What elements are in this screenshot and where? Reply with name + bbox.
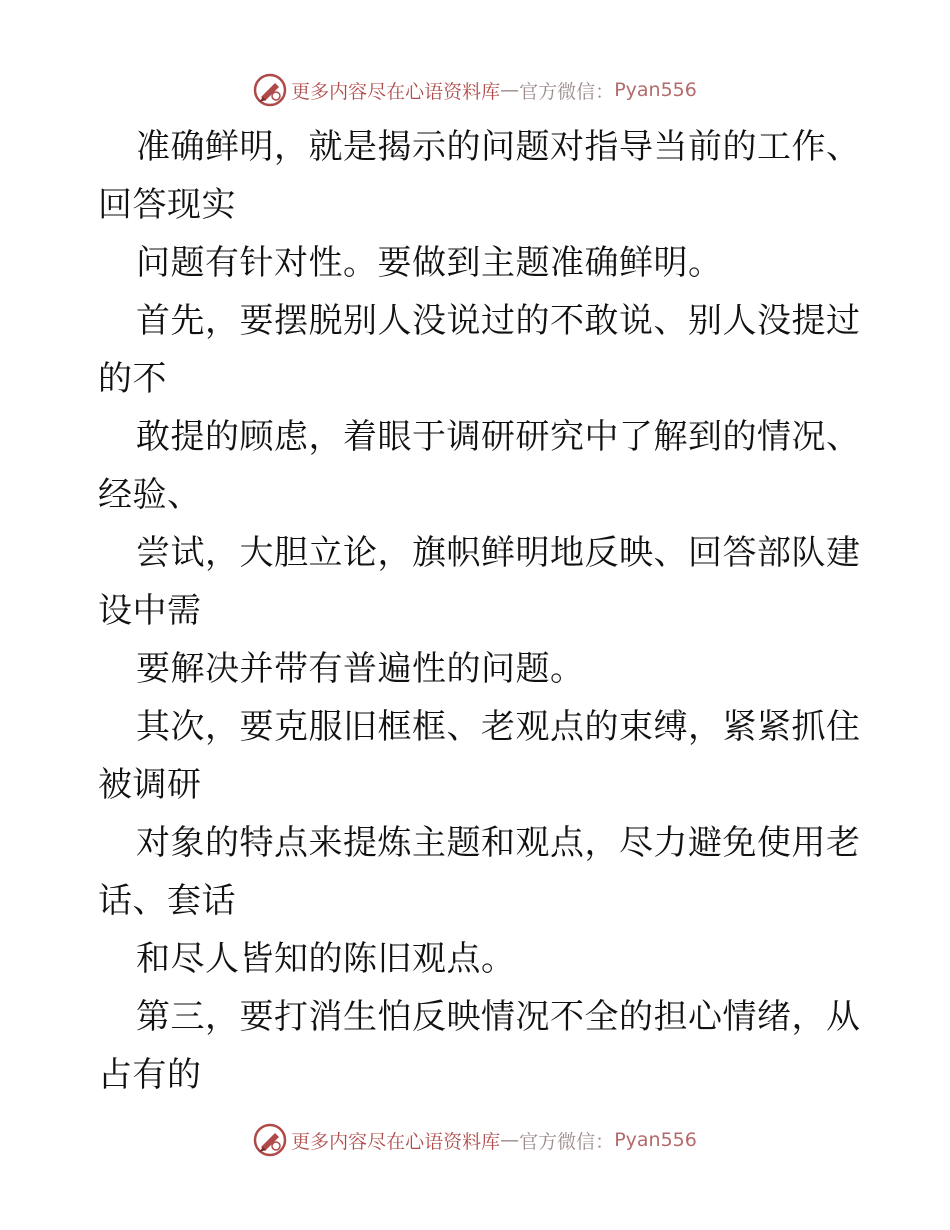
body-line: 经验、 [98, 475, 202, 515]
body-line: 对象的特点来提炼主题和观点，尽力避免使用老 [136, 823, 861, 863]
body-line: 和尽人皆知的陈旧观点。 [136, 939, 516, 979]
banner-dash: — [500, 79, 520, 101]
body-line: 准确鲜明，就是揭示的问题对指导当前的工作、 [136, 127, 861, 167]
body-line: 其次，要克服旧框框、老观点的束缚，紧紧抓住 [136, 707, 861, 747]
body-line: 问题有针对性。要做到主题准确鲜明。 [136, 243, 723, 283]
banner-contact-id: Pyan556 [614, 79, 697, 101]
body-line: 占有的 [98, 1055, 202, 1095]
banner-contact-label: 官方微信： [519, 1130, 615, 1153]
pen-seal-logo-icon [253, 73, 287, 107]
body-line: 被调研 [98, 765, 202, 805]
body-line: 话、套话 [98, 881, 236, 921]
header-banner [0, 70, 950, 110]
body-line: 回答现实 [98, 185, 236, 225]
body-line: 要解决并带有普遍性的问题。 [136, 649, 585, 689]
document-body [98, 118, 861, 1104]
pen-seal-logo-icon [253, 1123, 287, 1157]
body-line: 尝试，大胆立论，旗帜鲜明地反映、回答部队建 [136, 533, 861, 573]
body-line: 第三，要打消生怕反映情况不全的担心情绪，从 [136, 997, 861, 1037]
body-line: 设中需 [98, 591, 202, 631]
banner-title: 更多内容尽在心语资料库 [291, 80, 501, 103]
body-line: 的不 [98, 359, 167, 399]
banner-contact-label: 官方微信： [519, 80, 615, 103]
banner-title: 更多内容尽在心语资料库 [291, 1130, 501, 1153]
banner-contact-id: Pyan556 [614, 1129, 697, 1151]
banner-dash: — [500, 1129, 520, 1151]
footer-banner [0, 1120, 950, 1160]
body-line: 首先，要摆脱别人没说过的不敢说、别人没提过 [136, 301, 861, 341]
body-line: 敢提的顾虑，着眼于调研研究中了解到的情况、 [136, 417, 861, 457]
